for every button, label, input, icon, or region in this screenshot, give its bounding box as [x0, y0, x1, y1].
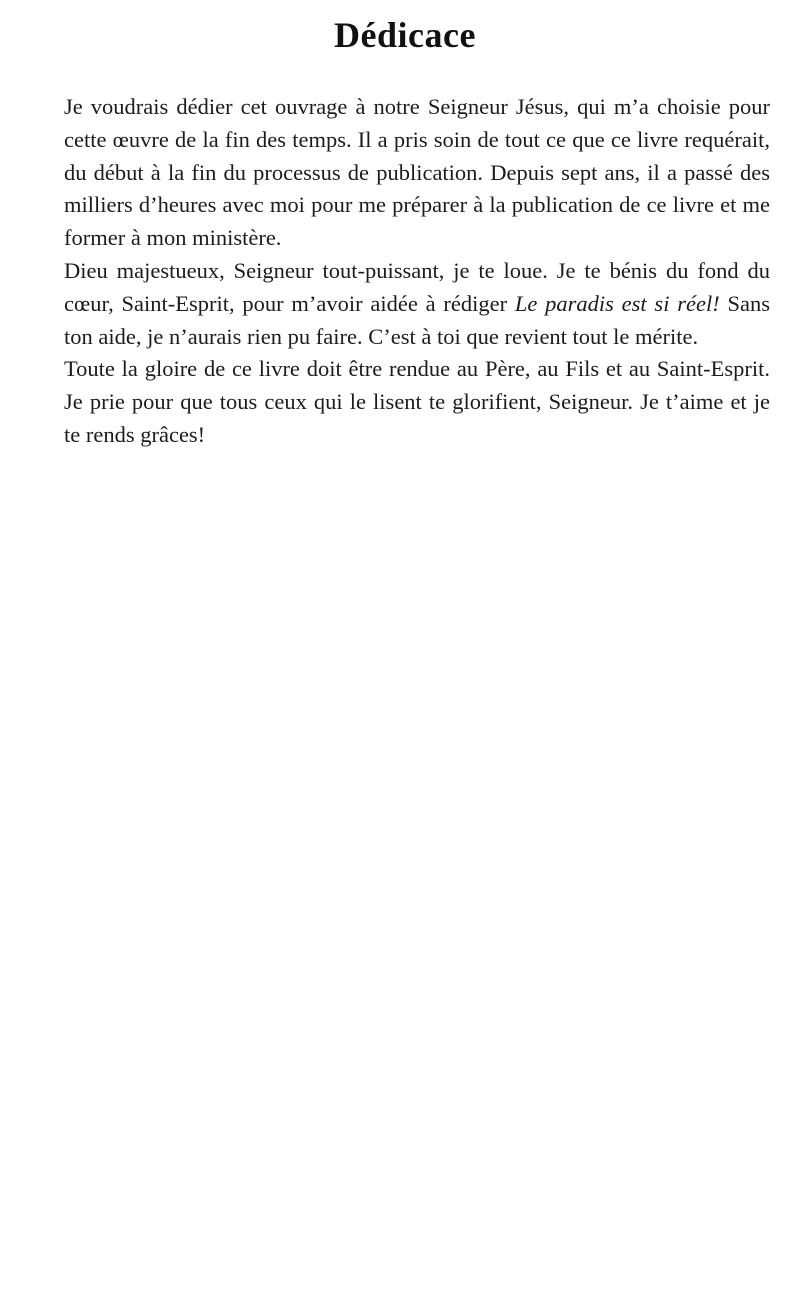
dedication-text — [64, 91, 770, 452]
page-title: Dédicace — [334, 15, 476, 55]
paragraph-2 — [64, 255, 770, 353]
paragraph-2-text-before: Dieu majestueux, Seigneur tout-puissant, je te loue. Je te bénis du fond du cœur, Saint-Esprit, pour m’avoir aidée à rédiger — [64, 257, 770, 316]
paragraph-1-text: Je voudrais dédier cet ouvrage à notre Seigneur Jésus, qui m’a choisie pour cette œuvre de la fin des temps. Il a pris soin de tout ce que ce livre requérait, du début à la fin du processus de publication. Depuis sept ans, il a passé des milliers d’heures avec moi pour me préparer à la publication de ce livre et me former à mon ministère. — [64, 94, 770, 251]
paragraph-3 — [64, 353, 770, 451]
paragraph-2-text-after: Sans ton aide, je n’aurais rien pu faire. C’est à toi que revient tout le mérite. — [64, 290, 770, 349]
paragraph-3-text: Toute la gloire de ce livre doit être rendue au Père, au Fils et au Saint-Esprit. Je prie pour que tous ceux qui le lisent te glorifient, Seigneur. Je t’aime et je te rends grâces! — [64, 356, 770, 447]
book-title: Le paradis est si réel! — [514, 290, 720, 316]
paragraph-1 — [64, 91, 770, 255]
